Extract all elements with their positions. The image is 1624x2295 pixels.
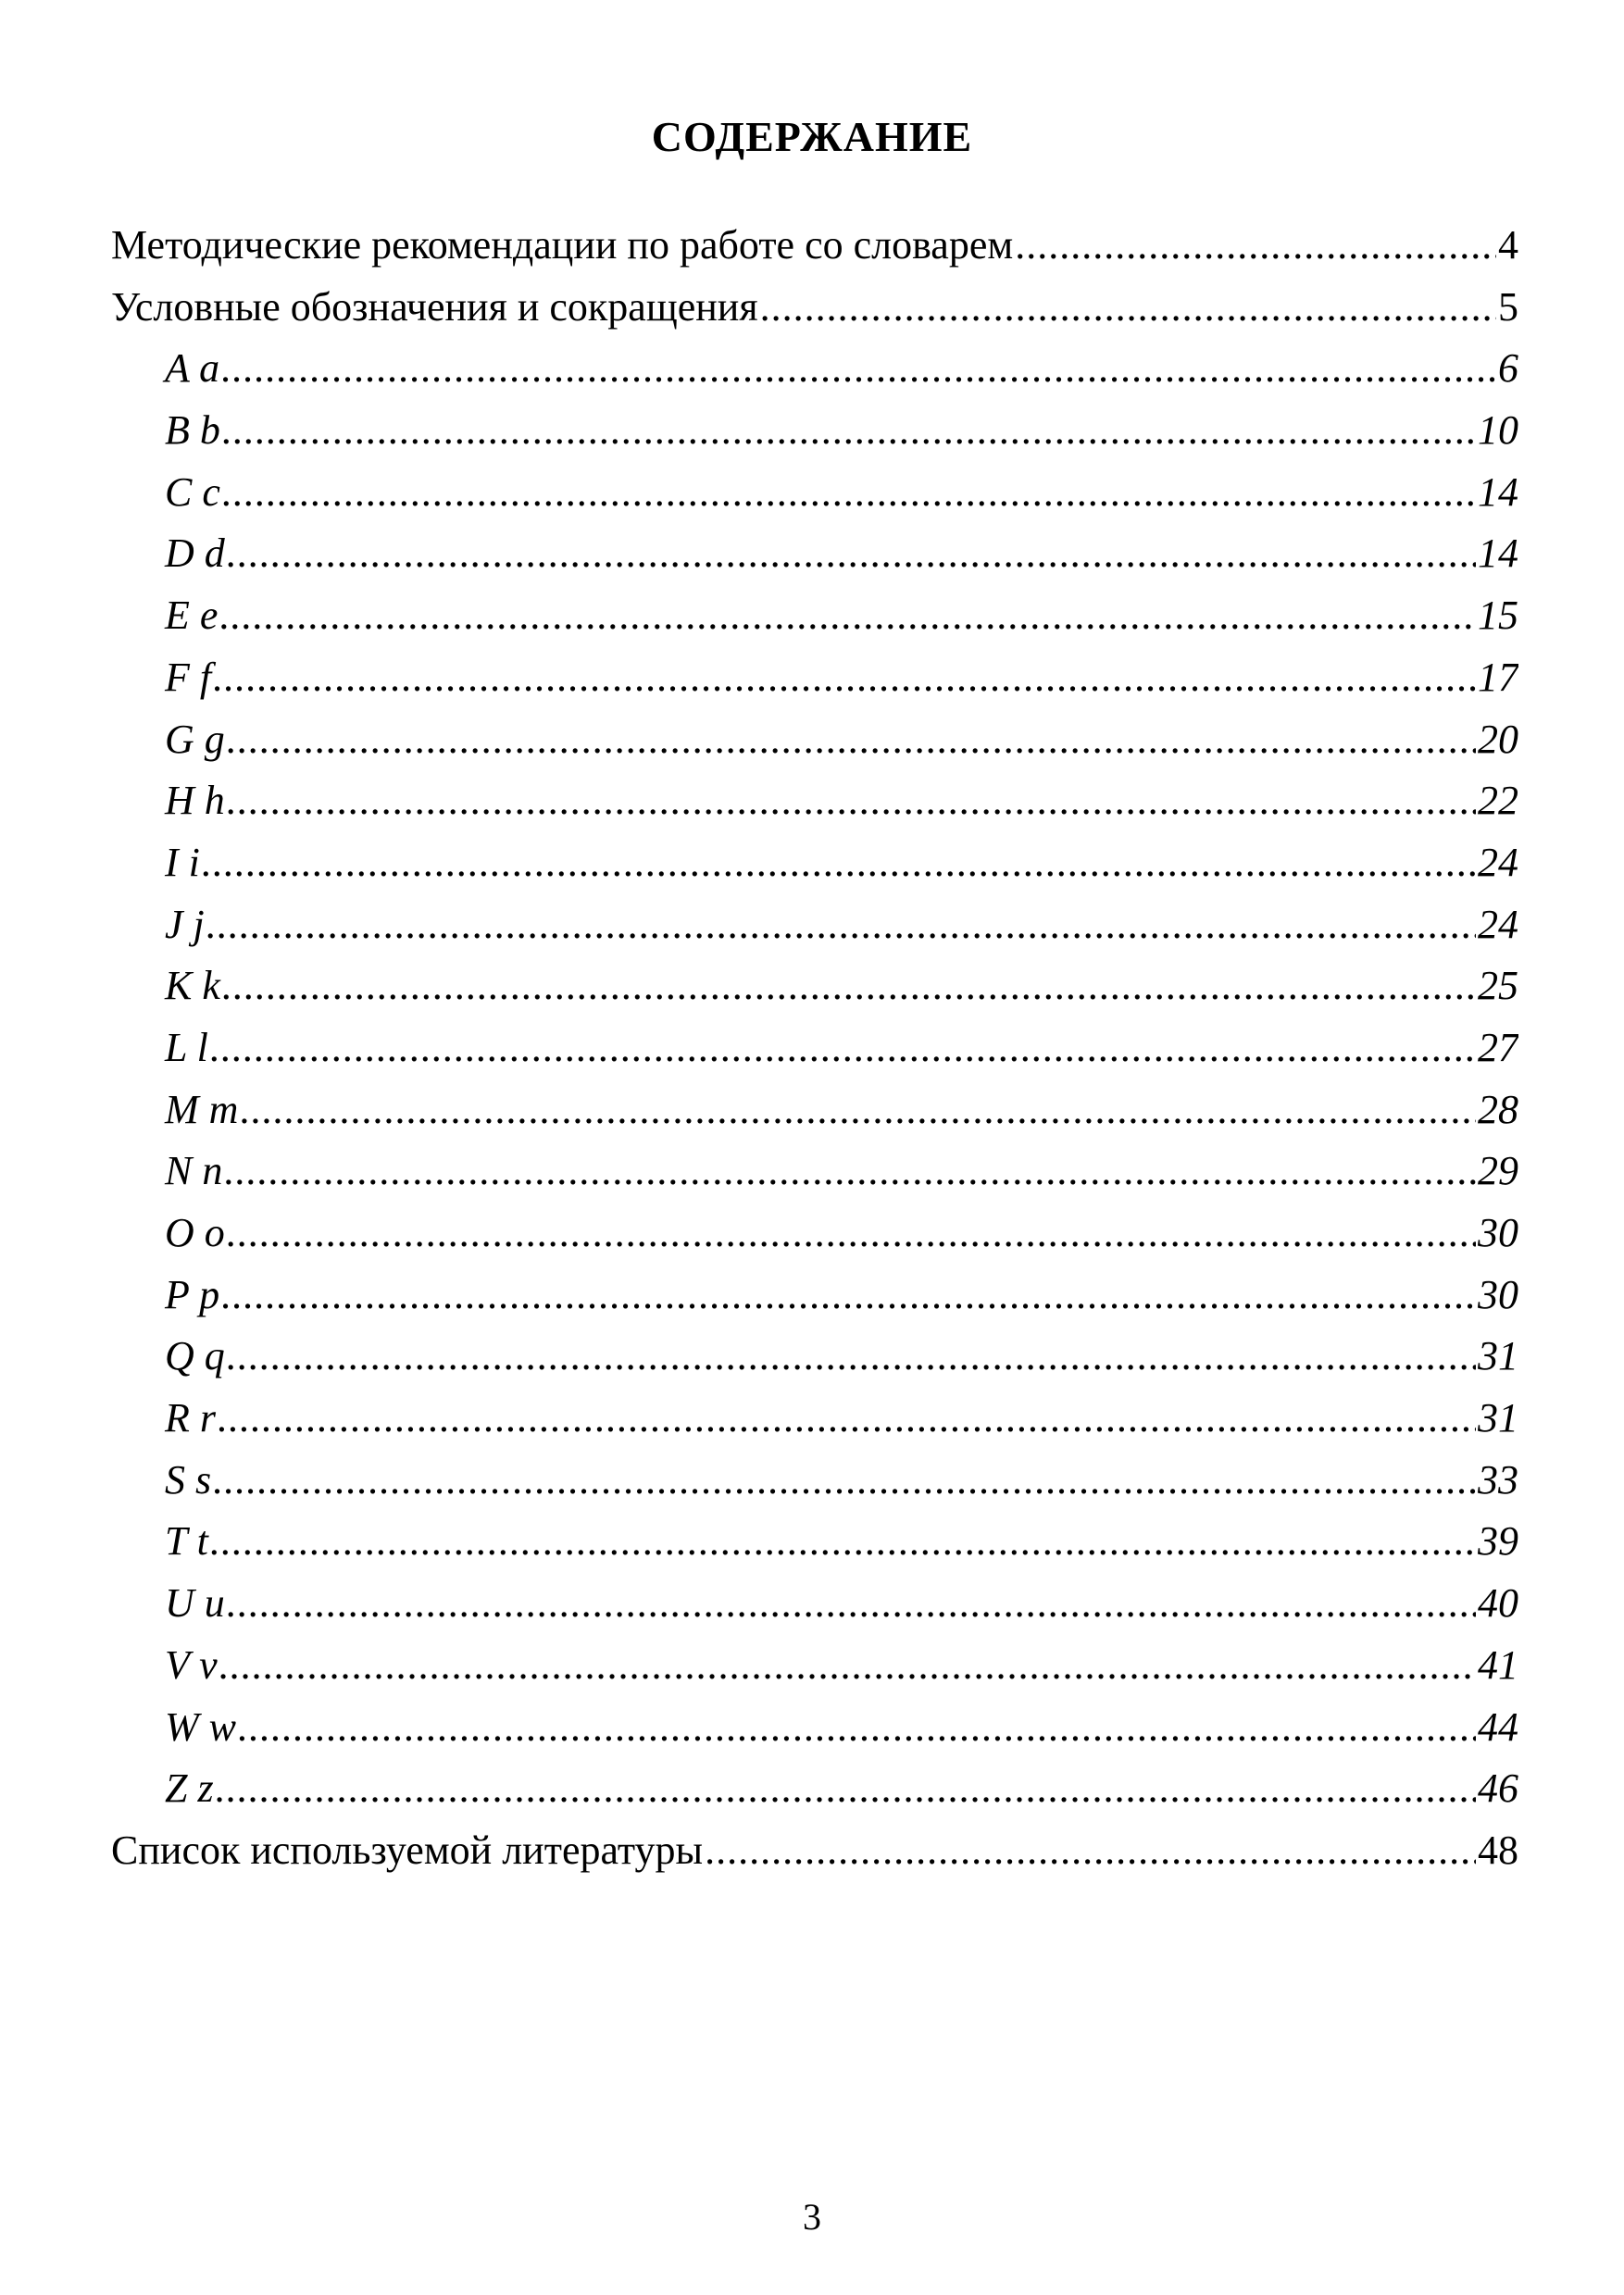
- dot-leader: [227, 1203, 1476, 1264]
- toc-entry-label: O o: [165, 1210, 225, 1255]
- dot-leader: [222, 462, 1476, 523]
- toc-entry: [111, 1388, 1518, 1450]
- toc-entry-page: 24: [1478, 839, 1518, 885]
- dot-leader: [219, 585, 1476, 646]
- toc-entry-label: Методические рекомендации по работе со словарем: [111, 222, 1014, 268]
- toc-entry-page: 14: [1478, 530, 1518, 577]
- toc-entry-page: 20: [1478, 716, 1518, 762]
- toc-entry-page: 31: [1478, 1395, 1518, 1441]
- toc-entry-label: Условные обозначения и сокращения: [111, 283, 758, 330]
- toc-entry: [111, 1758, 1518, 1820]
- toc-entry-page: 40: [1478, 1580, 1518, 1627]
- toc-entry: [111, 215, 1518, 277]
- toc-entry-page: 22: [1478, 778, 1518, 824]
- toc-entry-label: Z z: [165, 1765, 214, 1812]
- toc-entry-page: 30: [1478, 1210, 1518, 1255]
- toc-entry-label: H h: [165, 778, 225, 824]
- dot-leader: [210, 1017, 1476, 1079]
- toc-entry-label: E e: [165, 592, 219, 639]
- toc-entry-label: G g: [165, 716, 225, 762]
- toc-entry-page: 29: [1478, 1148, 1518, 1194]
- toc-entry: [111, 1326, 1518, 1388]
- toc-entry: [111, 1635, 1518, 1697]
- toc-entry-page: 31: [1478, 1333, 1518, 1379]
- toc-entry: [111, 1511, 1518, 1573]
- toc-entry-page: 33: [1478, 1456, 1518, 1503]
- toc-entry: [111, 832, 1518, 894]
- page-title: СОДЕРЖАНИЕ: [651, 113, 973, 160]
- dot-leader: [221, 338, 1496, 399]
- dot-leader: [760, 277, 1496, 338]
- toc-entry-label: I i: [165, 839, 200, 885]
- dot-leader: [224, 1141, 1476, 1202]
- dot-leader: [705, 1820, 1476, 1881]
- table-of-contents: [111, 215, 1518, 1882]
- toc-entry-label: K k: [165, 963, 220, 1009]
- toc-entry: [111, 277, 1518, 339]
- toc-entry-label: W w: [165, 1703, 236, 1750]
- toc-entry: [111, 400, 1518, 462]
- toc-entry-page: 24: [1478, 901, 1518, 947]
- toc-entry-label: J j: [165, 901, 205, 947]
- dot-leader: [218, 1388, 1476, 1449]
- toc-entry: [111, 955, 1518, 1017]
- toc-entry-label: P p: [165, 1271, 220, 1317]
- toc-entry: [111, 1079, 1518, 1141]
- dot-leader: [227, 1573, 1476, 1634]
- dot-leader: [221, 1265, 1476, 1326]
- dot-leader: [213, 647, 1476, 708]
- toc-entry-page: 39: [1478, 1518, 1518, 1565]
- dot-leader: [238, 1697, 1476, 1758]
- toc-entry-page: 44: [1478, 1703, 1518, 1750]
- toc-entry: [111, 647, 1518, 709]
- toc-entry-label: V v: [165, 1641, 218, 1688]
- toc-entry-page: 14: [1478, 468, 1518, 515]
- toc-entry-label: L l: [165, 1024, 208, 1070]
- toc-entry-label: B b: [165, 407, 220, 454]
- toc-entry-page: 4: [1498, 222, 1518, 268]
- toc-entry-page: 25: [1478, 963, 1518, 1009]
- toc-entry: [111, 462, 1518, 524]
- toc-entry-page: 10: [1478, 407, 1518, 454]
- dot-leader: [219, 1635, 1476, 1696]
- toc-entry: [111, 1141, 1518, 1203]
- toc-entry-label: Список используемой литературы: [111, 1827, 704, 1873]
- toc-entry-label: C c: [165, 468, 220, 515]
- toc-entry: [111, 770, 1518, 832]
- dot-leader: [216, 1758, 1476, 1819]
- toc-entry-page: 41: [1478, 1641, 1518, 1688]
- toc-entry-label: S s: [165, 1456, 212, 1503]
- toc-entry-page: 30: [1478, 1271, 1518, 1317]
- dot-leader: [240, 1079, 1476, 1141]
- dot-leader: [206, 894, 1476, 955]
- toc-entry-label: D d: [165, 530, 225, 577]
- dot-leader: [222, 955, 1476, 1017]
- toc-entry-label: U u: [165, 1580, 225, 1627]
- toc-entry: [111, 1697, 1518, 1759]
- dot-leader: [227, 523, 1476, 584]
- toc-entry-page: 15: [1478, 592, 1518, 639]
- dot-leader: [227, 1326, 1476, 1387]
- toc-entry: [111, 709, 1518, 771]
- dot-leader: [213, 1450, 1476, 1511]
- toc-entry: [111, 585, 1518, 647]
- toc-entry-page: 5: [1498, 283, 1518, 330]
- toc-entry-label: T t: [165, 1518, 208, 1565]
- page-number: 3: [803, 2196, 821, 2238]
- toc-entry-label: Q q: [165, 1333, 225, 1379]
- toc-entry: [111, 1820, 1518, 1882]
- toc-entry: [111, 1573, 1518, 1635]
- toc-entry-label: A a: [165, 345, 220, 392]
- toc-entry-page: 27: [1478, 1024, 1518, 1070]
- dot-leader: [210, 1511, 1476, 1572]
- dot-leader: [1015, 215, 1496, 276]
- dot-leader: [227, 770, 1476, 831]
- toc-entry: [111, 1265, 1518, 1327]
- toc-entry: [111, 1203, 1518, 1265]
- dot-leader: [222, 400, 1476, 461]
- toc-entry-page: 48: [1478, 1827, 1518, 1873]
- toc-entry: [111, 894, 1518, 956]
- toc-entry-page: 28: [1478, 1086, 1518, 1132]
- toc-entry: [111, 523, 1518, 585]
- toc-entry-label: N n: [165, 1148, 223, 1194]
- toc-entry-label: M m: [165, 1086, 239, 1132]
- toc-entry-label: R r: [165, 1395, 216, 1441]
- toc-entry-label: F f: [165, 654, 212, 700]
- toc-entry-page: 6: [1498, 345, 1518, 392]
- toc-entry-page: 17: [1478, 654, 1518, 700]
- dot-leader: [227, 709, 1476, 770]
- dot-leader: [202, 832, 1476, 893]
- toc-entry: [111, 338, 1518, 400]
- toc-entry-page: 46: [1478, 1765, 1518, 1812]
- toc-entry: [111, 1450, 1518, 1512]
- toc-entry: [111, 1017, 1518, 1079]
